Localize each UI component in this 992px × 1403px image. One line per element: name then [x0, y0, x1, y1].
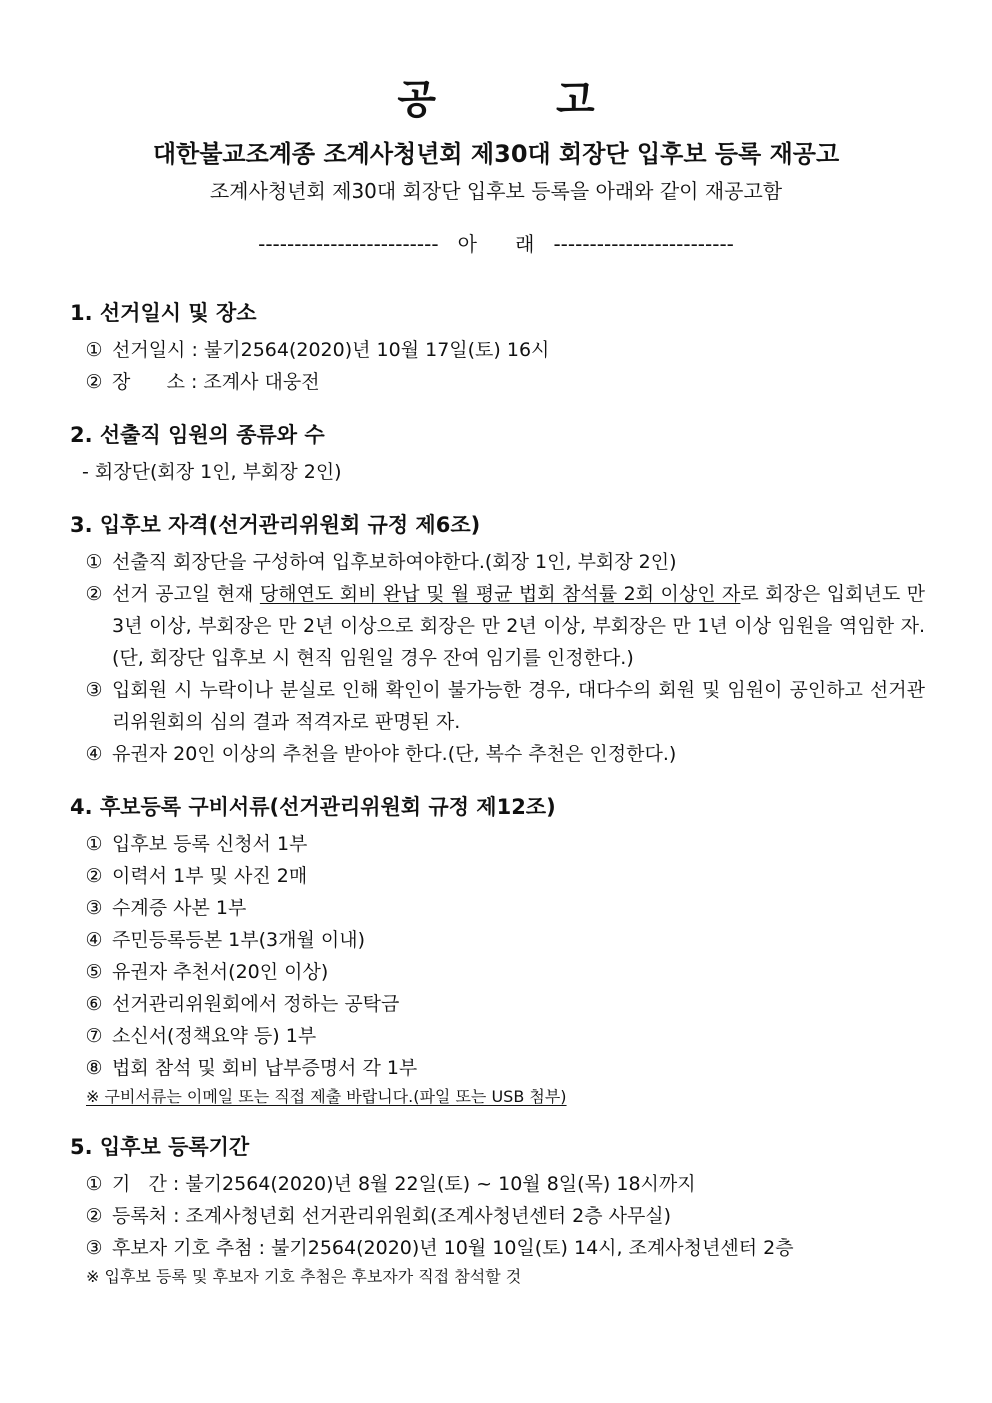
list-item: ⑧ 법회 참석 및 회비 납부증명서 각 1부 [85, 1057, 418, 1079]
registration-note: ※ 입후보 등록 및 후보자 기호 추첨은 후보자가 직접 참석할 것 [86, 1267, 522, 1286]
list-item: ① 선거일시 : 불기2564(2020)년 10월 17일(토) 16시 [85, 339, 550, 361]
section-election-date-place [70, 298, 925, 398]
section-heading: 4. 후보등록 구비서류(선거관리위원회 규정 제12조) [70, 795, 556, 819]
list-item: ③ 입회원 시 누락이나 분실로 인해 확인이 불가능한 경우, 대다수의 회원 및 임원이 공인하고 선거관리위원회의 심의 결과 적격자로 판명된 자. [85, 679, 925, 733]
section-positions [70, 420, 925, 488]
section-heading: 5. 입후보 등록기간 [70, 1135, 250, 1159]
section-eligibility [70, 510, 925, 770]
list-item: ② 선거 공고일 현재 당해연도 회비 완납 및 월 평균 법회 참석률 2회 이상인 자로 회장은 입회년도 만 3년 이상, 부회장은 만 2년 이상으로 회장은 만 2년 이상, 부회장은 만 1년 이상 임원을 역임한 자.(단, 회장단 입후보 시 현직 임원일 경우 잔여 임기를 인정한다.) [85, 583, 925, 669]
list-item: ③ 수계증 사본 1부 [85, 897, 247, 919]
list-item: ⑤ 유권자 추천서(20인 이상) [85, 961, 329, 983]
notice-body [70, 298, 925, 1312]
section-heading: 2. 선출직 임원의 종류와 수 [70, 423, 325, 447]
section-heading: 1. 선거일시 및 장소 [70, 301, 257, 325]
section-heading: 3. 입후보 자격(선거관리위원회 규정 제6조) [70, 513, 481, 537]
list-item: - 회장단(회장 1인, 부회장 2인) [82, 461, 342, 483]
list-item: ⑦ 소신서(정책요약 등) 1부 [85, 1025, 317, 1047]
section-documents [70, 792, 925, 1110]
documents-note: ※ 구비서류는 이메일 또는 직접 제출 바랍니다.(파일 또는 USB 첨부) [86, 1087, 567, 1106]
list-item: ① 선출직 회장단을 구성하여 입후보하여야한다.(회장 1인, 부회장 2인) [85, 551, 677, 573]
list-item: ① 입후보 등록 신청서 1부 [85, 833, 308, 855]
page-title: 공고 [397, 77, 715, 123]
divider-arae: ------------------------- 아 래 ------------------------- [258, 232, 734, 256]
list-item: ③ 후보자 기호 추첨 : 불기2564(2020)년 10월 10일(토) 14시, 조계사청년센터 2층 [85, 1237, 794, 1259]
list-item: ② 장 소 : 조계사 대웅전 [85, 371, 320, 393]
list-item: ② 등록처 : 조계사청년회 선거관리위원회(조계사청년센터 2층 사무실) [85, 1205, 672, 1227]
underlined-condition: 당해연도 회비 완납 및 월 평균 법회 참석률 2회 이상인 자 [259, 583, 741, 605]
list-item: ① 기 간 : 불기2564(2020)년 8월 22일(토) ~ 10월 8일(목) 18시까지 [85, 1173, 696, 1195]
list-item: ④ 유권자 20인 이상의 추천을 받아야 한다.(단, 복수 추천은 인정한다.) [85, 743, 677, 765]
notice-description: 조계사청년회 제30대 회장단 입후보 등록을 아래와 같이 재공고함 [209, 179, 783, 203]
notice-subtitle: 대한불교조계종 조계사청년회 제30대 회장단 입후보 등록 재공고 [152, 140, 840, 168]
list-item: ④ 주민등록등본 1부(3개월 이내) [85, 929, 365, 951]
section-registration-period [70, 1132, 925, 1290]
list-item: ② 이력서 1부 및 사진 2매 [85, 865, 308, 887]
list-item: ⑥ 선거관리위원회에서 정하는 공탁금 [85, 993, 400, 1015]
